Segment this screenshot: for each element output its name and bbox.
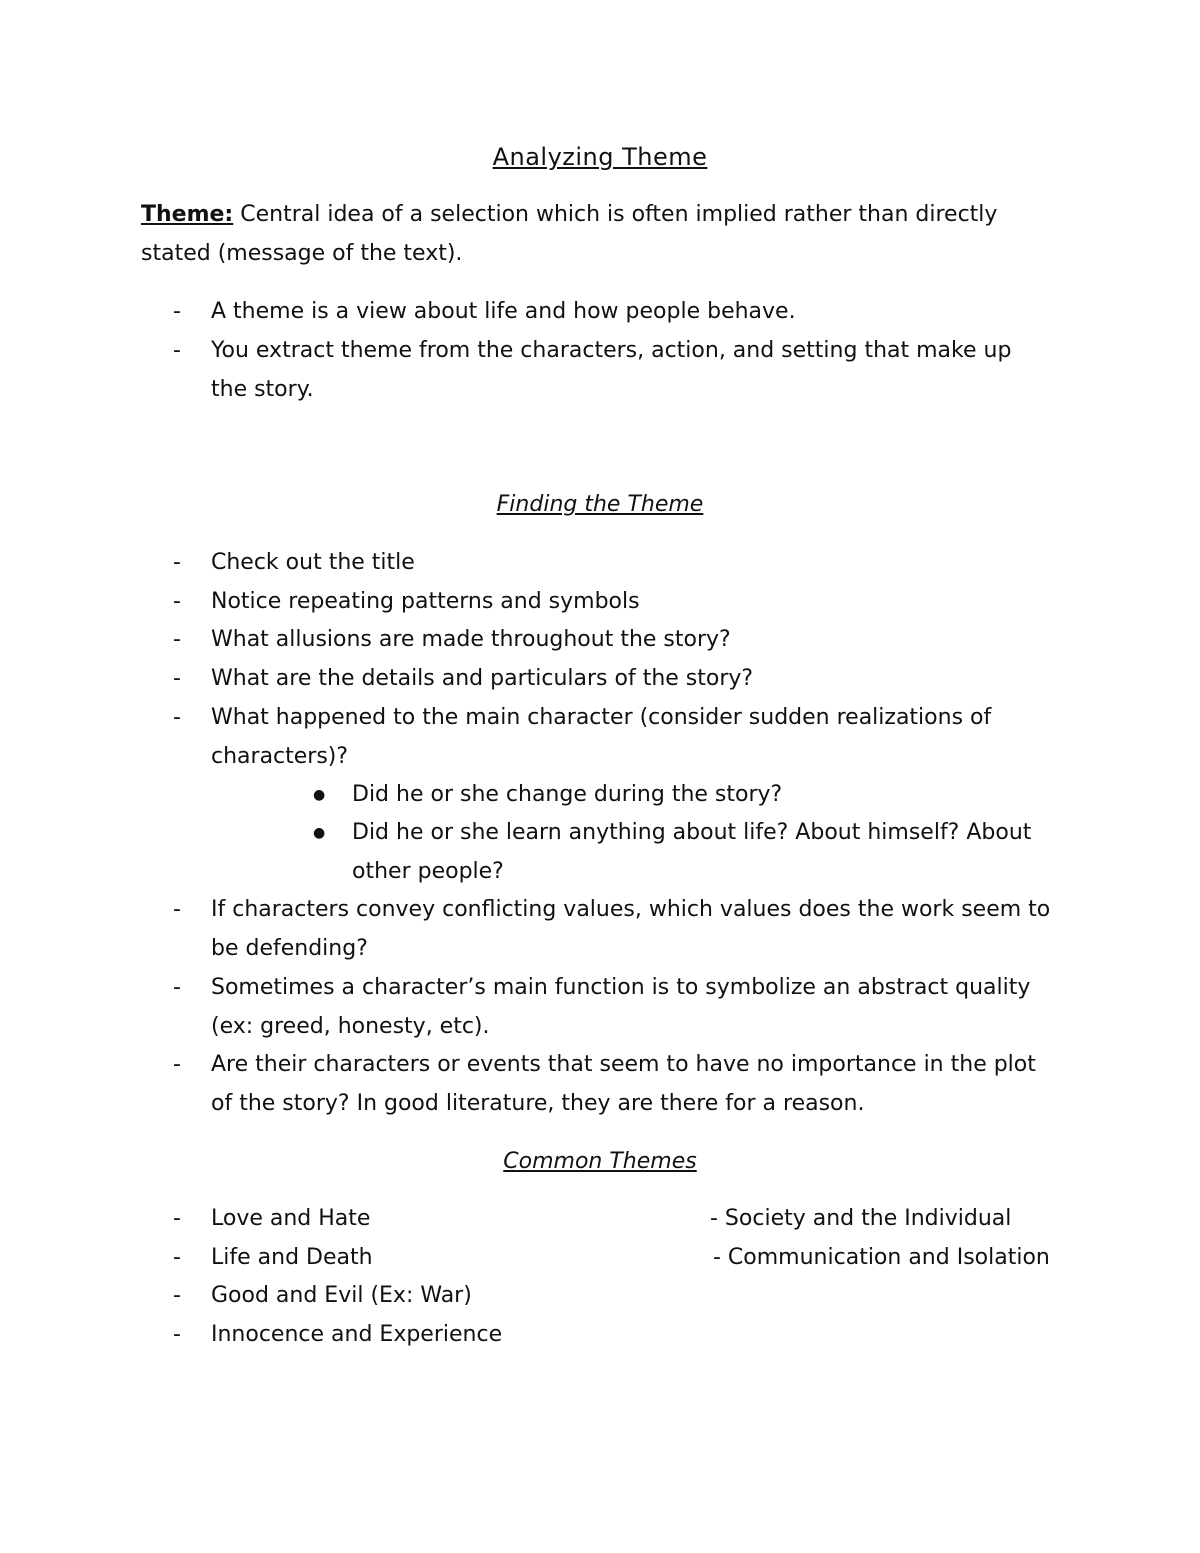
list-dash: -: [173, 550, 181, 575]
list-dash: -: [173, 338, 181, 363]
list-dash: -: [173, 1245, 181, 1270]
common-heading: Common Themes: [503, 1149, 697, 1174]
list-dash: -: [173, 1322, 181, 1347]
definition-text-line2: stated (message of the text).: [141, 240, 463, 266]
bullet-icon: ●: [313, 787, 326, 803]
list-dash: -: [173, 897, 181, 922]
list-item-text: Good and Evil (Ex: War): [211, 1283, 472, 1308]
sub-list-item-text: other people?: [352, 858, 504, 884]
list-item: [211, 621, 1071, 660]
list-item: [211, 1239, 691, 1278]
list-item-text: If characters convey conflicting values, which values does the work seem to: [211, 897, 1051, 922]
list-item-text: What allusions are made throughout the story?: [211, 627, 731, 652]
sub-list-item: [352, 814, 1072, 891]
list-item-text: (ex: greed, honesty, etc).: [211, 1013, 490, 1039]
list-item: [211, 332, 1071, 409]
list-dash: -: [173, 589, 181, 614]
theme-definition: [141, 196, 1041, 273]
list-item-text: characters)?: [211, 743, 349, 769]
definition-text-line1: Central idea of a selection which is often implied rather than directly: [233, 202, 998, 227]
list-item-right: - Society and the Individual: [710, 1206, 1012, 1231]
list-dash: -: [173, 975, 181, 1000]
list-item-text: Notice repeating patterns and symbols: [211, 589, 640, 614]
finding-heading: Finding the Theme: [496, 492, 704, 517]
sub-list-item: [352, 776, 1072, 815]
list-item: [211, 1316, 691, 1355]
list-item-text: Life and Death: [211, 1245, 373, 1270]
list-item-text: Love and Hate: [211, 1206, 371, 1231]
list-item: [211, 1277, 691, 1316]
list-item-text: What are the details and particulars of the story?: [211, 666, 754, 691]
sub-list-item-text: Did he or she learn anything about life? About himself? About: [352, 820, 1032, 845]
list-item: [211, 293, 1071, 332]
list-dash: -: [173, 1052, 181, 1077]
page-title: Analyzing Theme: [492, 143, 708, 171]
list-item: [211, 969, 1071, 1046]
list-dash: -: [173, 1206, 181, 1231]
list-item-right: - Communication and Isolation: [713, 1245, 1050, 1270]
list-item-text: of the story? In good literature, they are there for a reason.: [211, 1090, 865, 1116]
list-item-text: Check out the title: [211, 550, 415, 575]
sub-list-item-text: Did he or she change during the story?: [352, 782, 783, 807]
list-item-text: Innocence and Experience: [211, 1322, 503, 1347]
list-item: [211, 1046, 1071, 1123]
list-item: [211, 891, 1071, 968]
list-item-text: A theme is a view about life and how people behave.: [211, 299, 796, 324]
list-dash: -: [173, 705, 181, 730]
list-item: [211, 583, 1071, 622]
list-item-text: What happened to the main character (consider sudden realizations of: [211, 705, 992, 730]
list-item: [211, 699, 1071, 776]
list-item: [211, 544, 1071, 583]
list-item-text: Sometimes a character’s main function is to symbolize an abstract quality: [211, 975, 1031, 1000]
list-item-text: be defending?: [211, 935, 368, 961]
list-item-text: You extract theme from the characters, action, and setting that make up: [211, 338, 1012, 363]
list-dash: -: [173, 1283, 181, 1308]
list-dash: -: [173, 299, 181, 324]
list-dash: -: [173, 627, 181, 652]
list-item: [211, 1200, 691, 1239]
list-item: [211, 660, 1071, 699]
list-item-text: Are their characters or events that seem to have no importance in the plot: [211, 1052, 1036, 1077]
list-item-text: the story.: [211, 376, 314, 402]
bullet-icon: ●: [313, 825, 326, 841]
list-dash: -: [173, 666, 181, 691]
definition-term: Theme:: [141, 202, 234, 227]
